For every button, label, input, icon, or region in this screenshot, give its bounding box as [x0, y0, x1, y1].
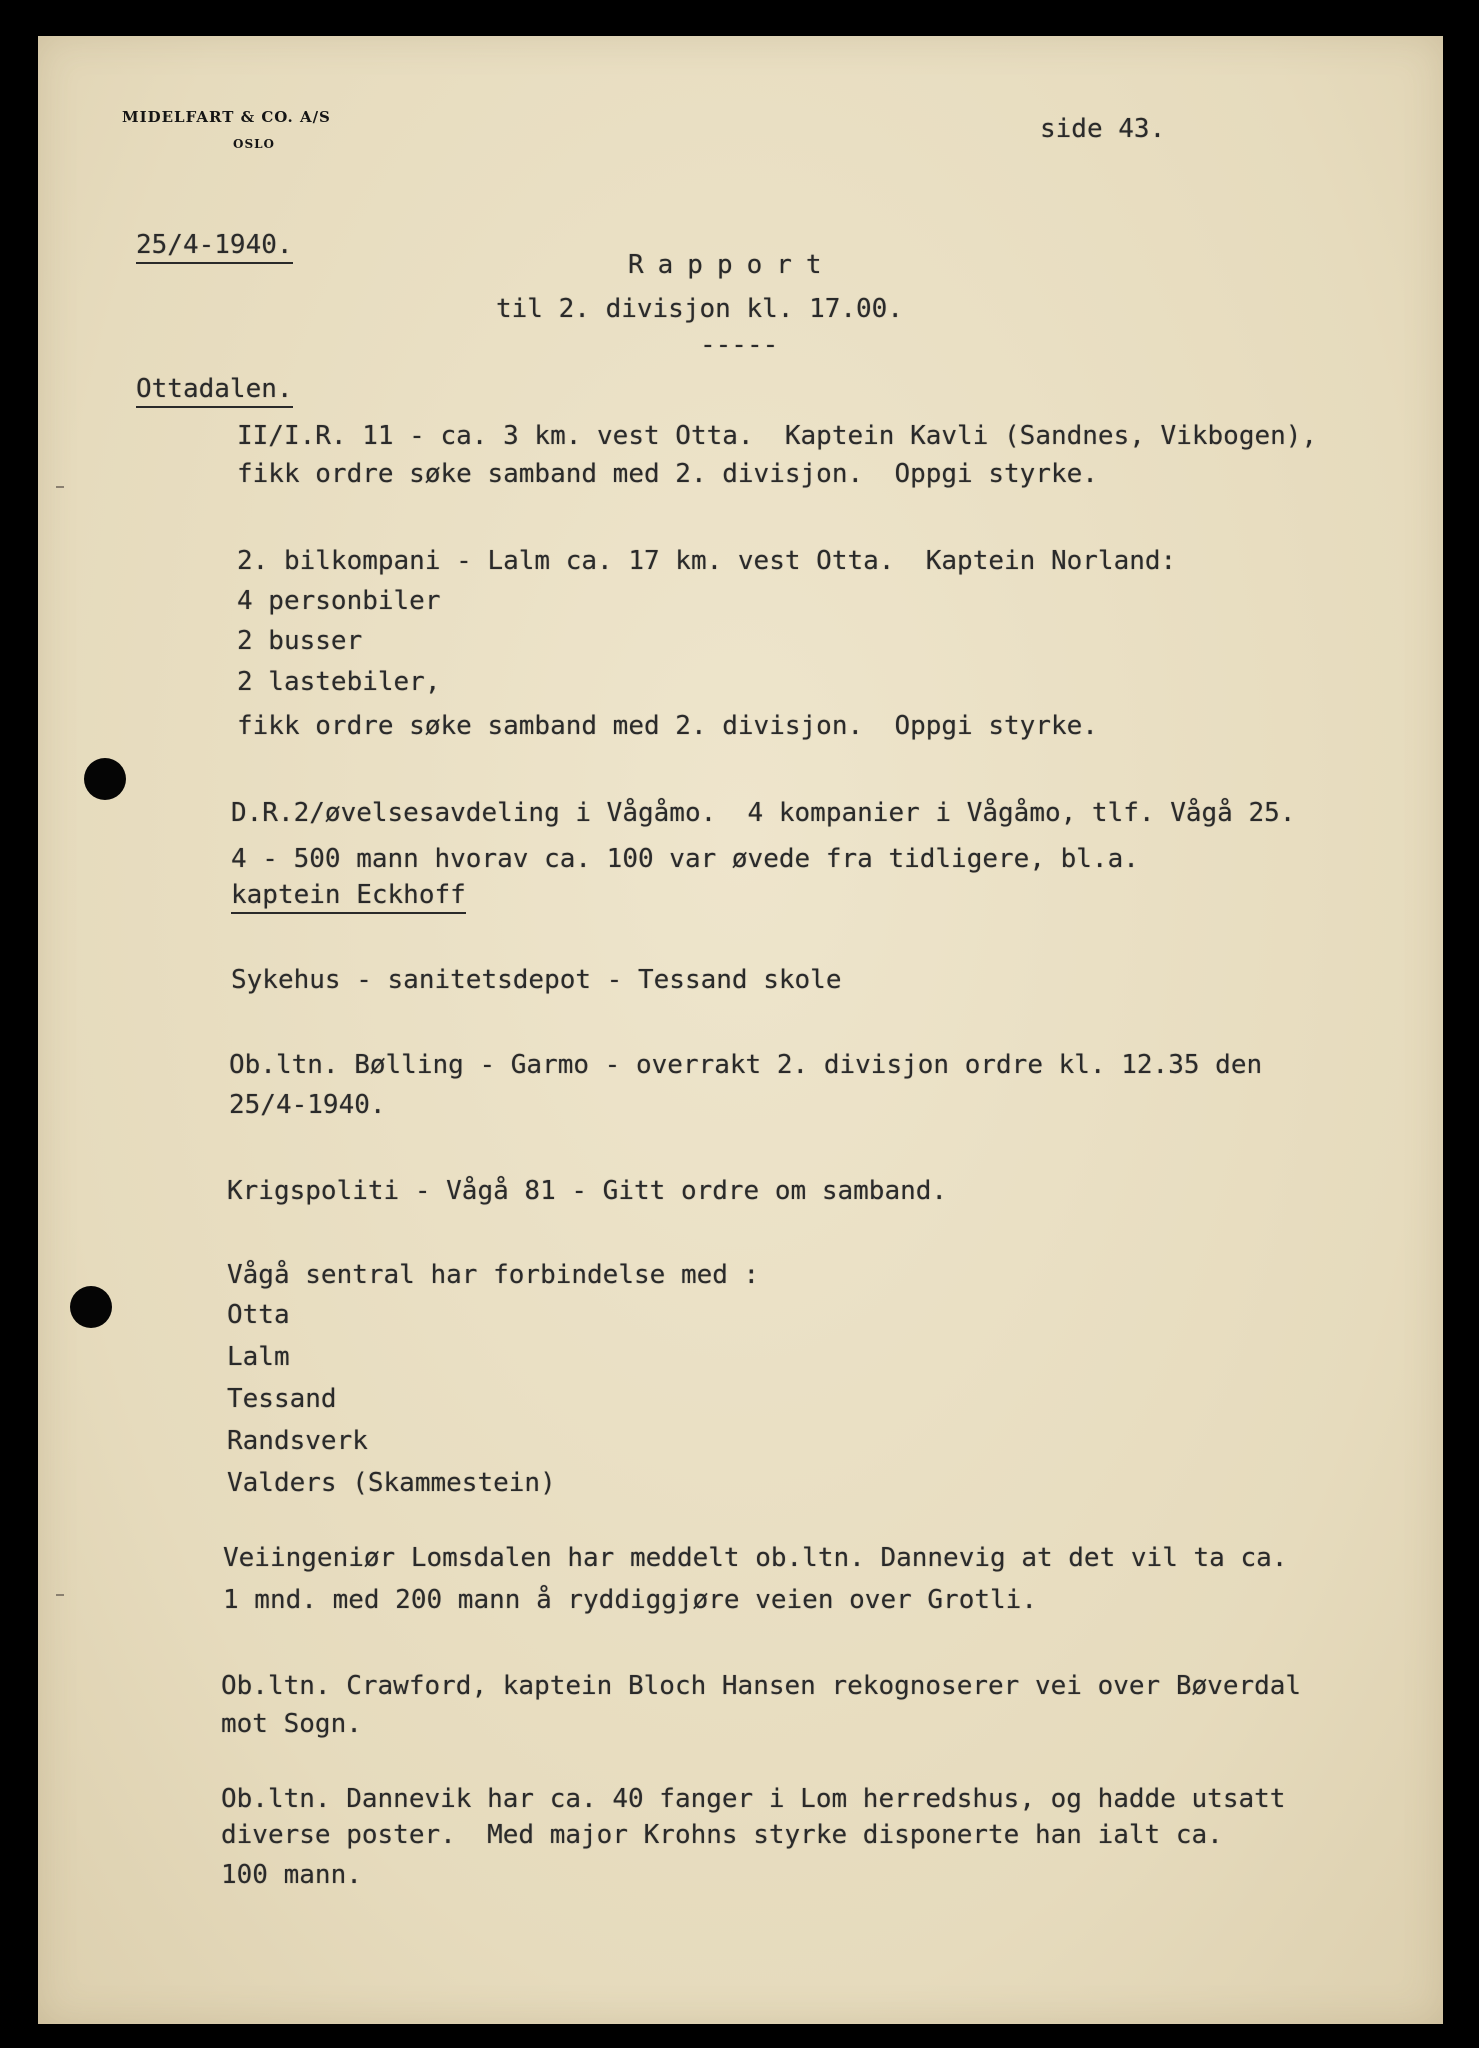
body-line: D.R.2/øvelsesavdeling i Vågåmo. 4 kompanier i Vågåmo, tlf. Vågå 25. — [231, 798, 1296, 828]
body-line: Krigspoliti - Vågå 81 - Gitt ordre om samband. — [227, 1176, 948, 1206]
letterhead-city: OSLO — [233, 137, 276, 151]
body-line: 100 mann. — [221, 1860, 362, 1890]
body-line: 4 personbiler — [237, 586, 441, 616]
body-line: 4 - 500 mann hvorav ca. 100 var øvede fra tidligere, bl.a. — [231, 844, 1139, 874]
body-line: diverse poster. Med major Krohns styrke disponerte han ialt ca. — [221, 1820, 1223, 1850]
report-date: 25/4-1940. — [136, 232, 293, 264]
body-line: Ob.ltn. Bølling - Garmo - overrakt 2. divisjon ordre kl. 12.35 den — [229, 1050, 1263, 1080]
body-line: fikk ordre søke samband med 2. divisjon. Oppgi styrke. — [237, 459, 1098, 489]
body-line: Otta — [227, 1300, 290, 1330]
body-line: 2 lastebiler, — [237, 667, 441, 697]
punch-hole — [70, 1286, 112, 1328]
body-line: 2 busser — [237, 626, 363, 656]
body-line: Veiingeniør Lomsdalen har meddelt ob.ltn. Dannevig at det vil ta ca. — [223, 1543, 1288, 1573]
letterhead-company: MIDELFART & CO. A/S — [122, 108, 331, 126]
report-title: Rapport — [628, 250, 836, 280]
body-line: II/I.R. 11 - ca. 3 km. vest Otta. Kaptein Kavli (Sandnes, Vikbogen), — [237, 421, 1318, 451]
body-line: Valders (Skammestein) — [227, 1468, 556, 1498]
body-line: 2. bilkompani - Lalm ca. 17 km. vest Otta. Kaptein Norland: — [237, 546, 1177, 576]
margin-mark — [56, 1594, 64, 1596]
margin-mark — [56, 486, 64, 488]
section-heading: Ottadalen. — [136, 376, 293, 408]
body-line-underlined: kaptein Eckhoff — [231, 882, 466, 914]
punch-hole — [84, 758, 126, 800]
body-line: Ob.ltn. Crawford, kaptein Bloch Hansen rekognoserer vei over Bøverdal — [221, 1671, 1302, 1701]
body-line: Tessand — [227, 1384, 337, 1414]
body-line: Vågå sentral har forbindelse med : — [227, 1260, 760, 1290]
body-line: 25/4-1940. — [229, 1090, 386, 1120]
body-line: 1 mnd. med 200 mann å ryddiggjøre veien over Grotli. — [223, 1585, 1037, 1615]
body-line: fikk ordre søke samband med 2. divisjon. Oppgi styrke. — [237, 711, 1098, 741]
body-line: mot Sogn. — [221, 1709, 362, 1739]
body-line: Ob.ltn. Dannevik har ca. 40 fanger i Lom herredshus, og hadde utsatt — [221, 1784, 1286, 1814]
body-line: Randsverk — [227, 1426, 368, 1456]
report-subtitle: til 2. divisjon kl. 17.00. — [496, 294, 903, 324]
title-separator: ----- — [700, 330, 779, 360]
body-line: Sykehus - sanitetsdepot - Tessand skole — [231, 965, 842, 995]
page-number: side 43. — [1040, 114, 1166, 144]
body-line: Lalm — [227, 1342, 290, 1372]
